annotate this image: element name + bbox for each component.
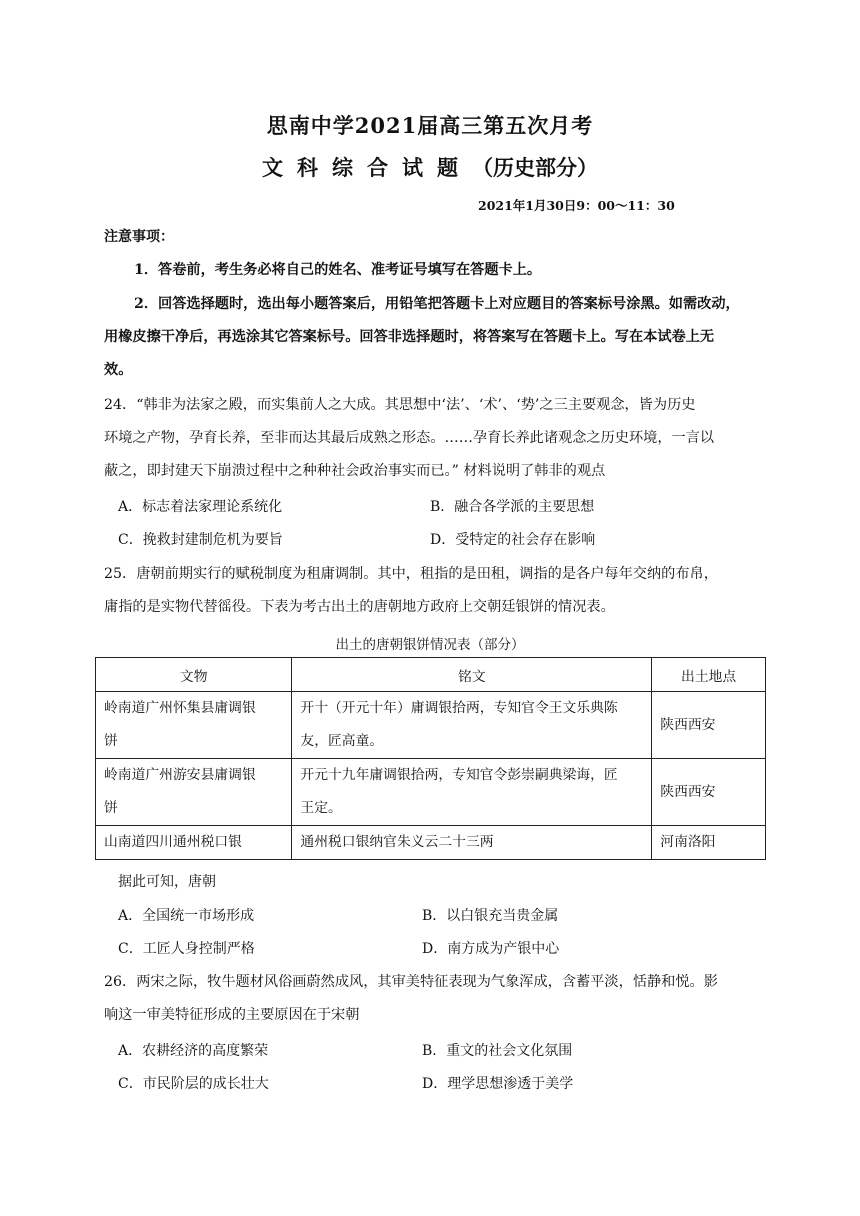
q25-option-a: A．全国统一市场形成 — [118, 908, 255, 924]
notice-item-2-line-3: 效。 — [104, 362, 133, 378]
q25-option-b: B．以白银充当贵金属 — [422, 908, 559, 924]
q26-option-b: B．重文的社会文化氛围 — [422, 1043, 573, 1059]
q24-option-d: D．受特定的社会存在影响 — [430, 532, 596, 548]
notice-item-2-line-1: 2．回答选择题时，选出每小题答案后，用铅笔把答题卡上对应题目的答案标号涂黑。如需改动， — [134, 296, 740, 312]
cell-inscription: 通州税口银纳官朱义云二十三两 — [292, 826, 652, 860]
header-inscription: 铭文 — [292, 658, 652, 692]
q25-stem-line-2: 庸指的是实物代替徭役。下表为考古出土的唐朝地方政府上交朝廷银饼的情况表。 — [104, 599, 615, 615]
notice-heading: 注意事项： — [104, 229, 174, 245]
table-row — [96, 692, 766, 759]
q26-option-d: D．理学思想渗透于美学 — [422, 1076, 574, 1092]
cell-artifact: 岭南道广州游安县庸调银 饼 — [96, 759, 292, 826]
q24-stem-line-3: 蔽之，即封建天下崩溃过程中之种种社会政治事实而已。” 材料说明了韩非的观点 — [104, 463, 606, 479]
q24-option-b: B．融合各学派的主要思想 — [430, 499, 595, 515]
exam-datetime: 2021年1月30日9：00～11：30 — [478, 198, 675, 213]
table-header-row — [96, 658, 766, 692]
table-row — [96, 759, 766, 826]
q26-stem-line-1: 26．两宋之际，牧牛题材风俗画蔚然成风，其审美特征表现为气象浑成，含蓄平淡，恬静和悦。影 — [104, 974, 718, 990]
q25-option-c: C．工匠人身控制严格 — [118, 941, 255, 957]
header-artifact: 文物 — [96, 658, 292, 692]
cell-artifact: 山南道四川通州税口银 — [96, 826, 292, 860]
cell-inscription: 开元十九年庸调银拾两，专知官令彭崇嗣典梁诲，匠 王定。 — [292, 759, 652, 826]
cell-artifact: 岭南道广州怀集县庸调银 饼 — [96, 692, 292, 759]
exam-title: 思南中学2021届高三第五次月考 — [266, 113, 594, 138]
q26-option-c: C．市民阶层的成长壮大 — [118, 1076, 269, 1092]
table-caption: 出土的唐朝银饼情况表（部分） — [335, 637, 525, 653]
q25-option-d: D．南方成为产银中心 — [422, 941, 560, 957]
header-location: 出土地点 — [652, 658, 766, 692]
notice-item-2-line-2: 用橡皮擦干净后，再选涂其它答案标号。回答非选择题时，将答案写在答题卡上。写在本试卷上无 — [104, 329, 715, 345]
q24-option-c: C．挽救封建制危机为要旨 — [118, 532, 283, 548]
q24-stem-line-2: 环境之产物，孕育长养，至非而达其最后成熟之形态。……孕育长养此诸观念之历史环境，一言以 — [104, 430, 715, 446]
exam-subtitle — [0, 152, 860, 182]
table-row — [96, 826, 766, 860]
cell-inscription: 开十（开元十年）庸调银拾两，专知官令王文乐典陈 友，匠高童。 — [292, 692, 652, 759]
q24-stem-line-1: 24．“韩非为法家之殿，而实集前人之大成。其思想中‘法’、‘术’、‘势’之三主要观念，皆为历史 — [104, 397, 696, 413]
q26-stem-line-2: 响这一审美特征形成的主要原因在于宋朝 — [104, 1007, 360, 1023]
silver-cake-table — [95, 657, 766, 860]
cell-location: 陕西西安 — [652, 759, 766, 826]
q25-stem-line-1: 25．唐朝前期实行的赋税制度为租庸调制。其中，租指的是田租，调指的是各户每年交纳的布帛， — [104, 566, 718, 582]
cell-location: 陕西西安 — [652, 692, 766, 759]
q24-option-a: A．标志着法家理论系统化 — [118, 499, 283, 515]
cell-location: 河南洛阳 — [652, 826, 766, 860]
q25-stem: 据此可知，唐朝 — [118, 874, 216, 890]
q26-option-a: A．农耕经济的高度繁荣 — [118, 1043, 269, 1059]
subtitle-tail: （历史部分） — [472, 155, 598, 180]
notice-item-1: 1．答卷前，考生务必将自己的姓名、准考证号填写在答题卡上。 — [134, 262, 542, 278]
subtitle-main: 文科综合试题 — [262, 155, 472, 180]
